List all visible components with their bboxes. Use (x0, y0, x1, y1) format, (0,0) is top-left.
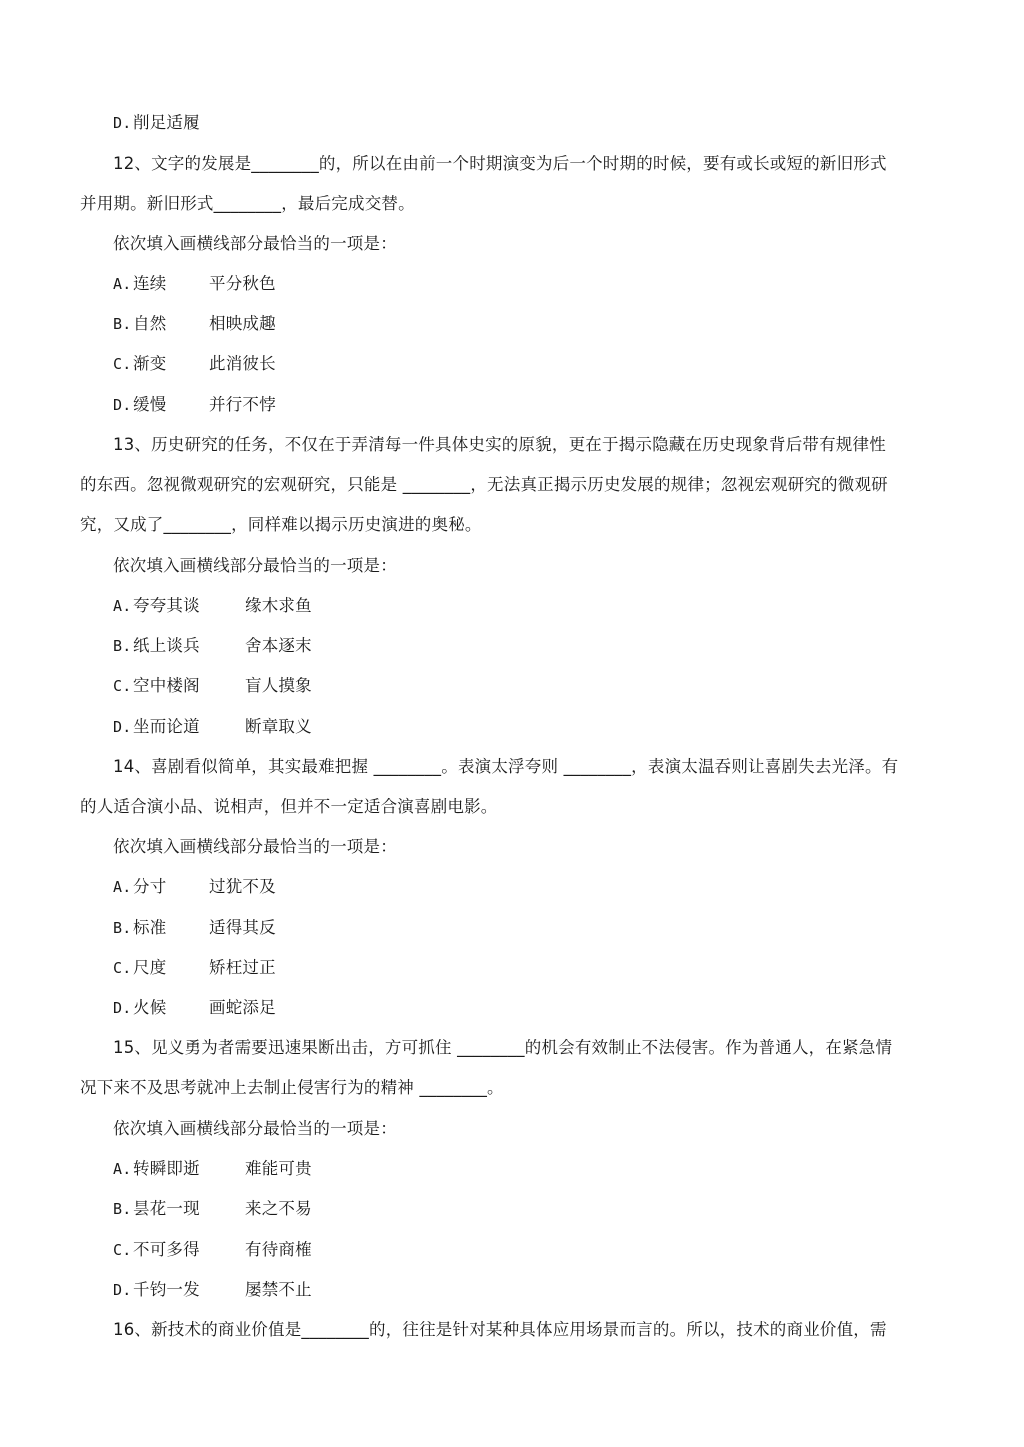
option-answer: 削足适履 (133, 113, 200, 132)
option-letter: D. (113, 1281, 132, 1299)
option-answer-1: 渐变 (133, 354, 167, 373)
option-letter: A. (113, 275, 132, 293)
question-13-line-2: 的东西。忽视微观研究的宏观研究，只能是 ________，无法真正揭示历史发展的规律；忽视宏观研究的微观研 (80, 475, 888, 494)
option-letter: A. (113, 1160, 132, 1178)
option-answer-2: 矫枉过正 (209, 958, 276, 977)
q15-option-a[interactable] (113, 1159, 973, 1179)
option-letter: B. (113, 919, 132, 937)
option-answer-2: 舍本逐末 (245, 636, 312, 655)
option-answer-1: 坐而论道 (133, 717, 200, 736)
q13-option-c[interactable] (113, 676, 973, 696)
option-letter: D. (113, 396, 132, 414)
option-answer-1: 不可多得 (133, 1240, 200, 1259)
option-answer-2: 盲人摸象 (245, 676, 312, 695)
question-13-prompt: 依次填入画横线部分最恰当的一项是： (113, 556, 397, 575)
option-letter: A. (113, 597, 132, 615)
question-13-line-1: 13、历史研究的任务，不仅在于弄清每一件具体史实的原貌，更在于揭示隐藏在历史现象背后带有规律性 (113, 435, 886, 454)
question-13-line-3: 究，又成了________，同样难以揭示历史演进的奥秘。 (80, 515, 482, 534)
option-answer-1: 转瞬即逝 (133, 1159, 200, 1178)
option-letter: C. (113, 959, 132, 977)
option-answer-2: 有待商榷 (245, 1240, 312, 1259)
question-15-line-2: 况下来不及思考就冲上去制止侵害行为的精神 ________。 (80, 1078, 504, 1097)
option-answer-2: 画蛇添足 (209, 998, 276, 1017)
option-answer-2: 相映成趣 (209, 314, 276, 333)
q13-option-b[interactable] (113, 636, 973, 656)
option-answer-1: 夸夸其谈 (133, 596, 200, 615)
question-14-line-1: 14、喜剧看似简单，其实最难把握 ________。表演太浮夸则 ________，表演太温吞则让喜剧失去光泽。有 (113, 757, 899, 776)
question-12-prompt: 依次填入画横线部分最恰当的一项是： (113, 234, 397, 253)
option-answer-1: 空中楼阁 (133, 676, 200, 695)
question-12-line-2: 并用期。新旧形式________，最后完成交替。 (80, 194, 415, 213)
q13-option-d[interactable] (113, 717, 973, 737)
question-15-prompt: 依次填入画横线部分最恰当的一项是： (113, 1119, 397, 1138)
option-answer-2: 平分秋色 (209, 274, 276, 293)
option-answer-2: 屡禁不止 (245, 1280, 312, 1299)
option-answer-2: 来之不易 (245, 1199, 312, 1218)
q14-option-a[interactable] (113, 877, 973, 897)
option-answer-1: 火候 (133, 998, 167, 1017)
option-answer-1: 标准 (133, 918, 167, 937)
question-15-line-1: 15、见义勇为者需要迅速果断出击，方可抓住 ________的机会有效制止不法侵害。作为普通人，在紧急情 (113, 1038, 893, 1057)
q15-option-d[interactable] (113, 1280, 973, 1300)
option-letter: B. (113, 315, 132, 333)
option-answer-2: 适得其反 (209, 918, 276, 937)
question-12-line-1: 12、文字的发展是________的，所以在由前一个时期演变为后一个时期的时候，要有或长或短的新旧形式 (113, 154, 887, 173)
option-answer-1: 千钧一发 (133, 1280, 200, 1299)
option-letter: B. (113, 1200, 132, 1218)
option-answer-1: 分寸 (133, 877, 167, 896)
question-14-line-2: 的人适合演小品、说相声，但并不一定适合演喜剧电影。 (80, 797, 498, 816)
option-answer-2: 缘木求鱼 (245, 596, 312, 615)
option-d-prev (113, 113, 973, 133)
option-answer-1: 自然 (133, 314, 167, 333)
option-letter: D. (113, 114, 132, 132)
q12-option-d[interactable] (113, 395, 973, 415)
question-16-line-1: 16、新技术的商业价值是________的，往往是针对某种具体应用场景而言的。所以，技术的商业价值，需 (113, 1320, 887, 1339)
option-letter: C. (113, 677, 132, 695)
q12-option-a[interactable] (113, 274, 973, 294)
option-answer-2: 难能可贵 (245, 1159, 312, 1178)
q12-option-c[interactable] (113, 354, 973, 374)
q14-option-b[interactable] (113, 918, 973, 938)
q14-option-c[interactable] (113, 958, 973, 978)
option-answer-2: 并行不悖 (209, 395, 276, 414)
option-answer-1: 尺度 (133, 958, 167, 977)
option-answer-1: 纸上谈兵 (133, 636, 200, 655)
option-answer-2: 断章取义 (245, 717, 312, 736)
option-answer-2: 过犹不及 (209, 877, 276, 896)
question-14-prompt: 依次填入画横线部分最恰当的一项是： (113, 837, 397, 856)
option-letter: B. (113, 637, 132, 655)
q14-option-d[interactable] (113, 998, 973, 1018)
q15-option-c[interactable] (113, 1240, 973, 1260)
option-answer-1: 缓慢 (133, 395, 167, 414)
option-letter: A. (113, 878, 132, 896)
q15-option-b[interactable] (113, 1199, 973, 1219)
option-letter: C. (113, 355, 132, 373)
option-answer-1: 昙花一现 (133, 1199, 200, 1218)
option-letter: D. (113, 999, 132, 1017)
q13-option-a[interactable] (113, 596, 973, 616)
option-letter: C. (113, 1241, 132, 1259)
option-letter: D. (113, 718, 132, 736)
option-answer-1: 连续 (133, 274, 167, 293)
q12-option-b[interactable] (113, 314, 973, 334)
option-answer-2: 此消彼长 (209, 354, 276, 373)
